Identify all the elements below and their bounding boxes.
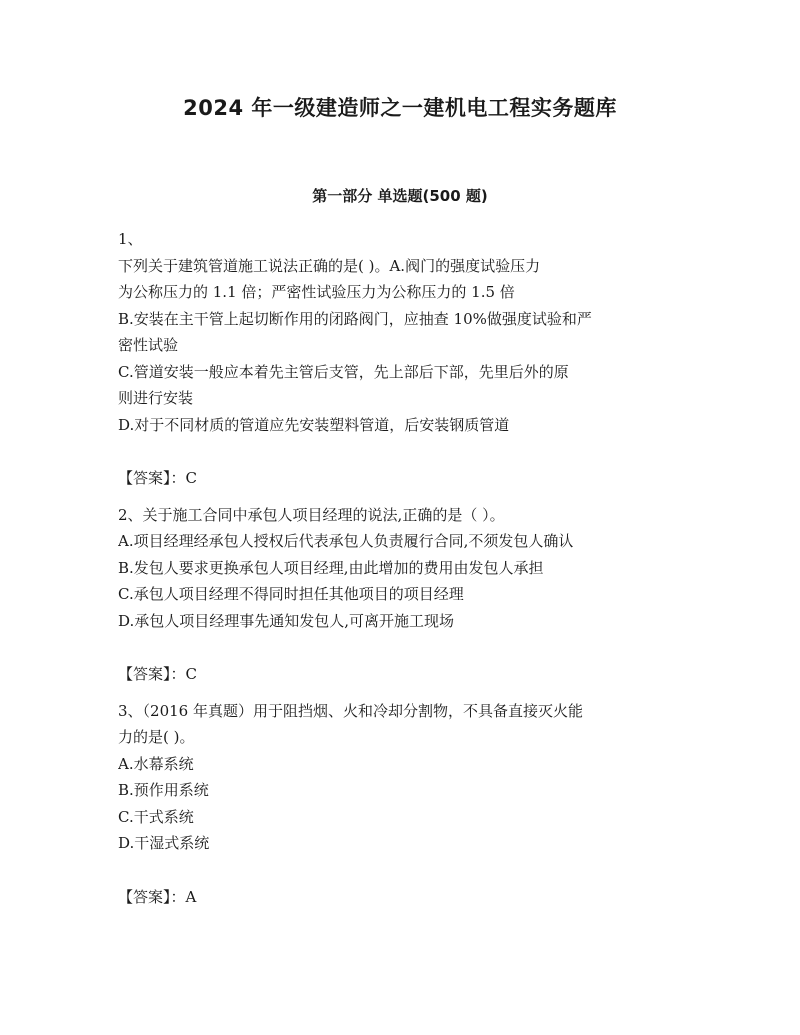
answer-label: 【答案】： bbox=[118, 469, 186, 487]
option-b: B.安装在主干管上起切断作用的闭路阀门，应抽查 10%做强度试验和严 bbox=[118, 309, 592, 328]
option-b: B.预作用系统 bbox=[118, 781, 209, 799]
question-2 bbox=[118, 502, 693, 698]
answer-value: C bbox=[185, 469, 197, 487]
question-stem: 2、关于施工合同中承包人项目经理的说法,正确的是（ ）。 bbox=[118, 505, 505, 524]
option-a: A.水幕系统 bbox=[118, 754, 194, 773]
option-d: D.干湿式系统 bbox=[118, 834, 210, 852]
question-list bbox=[118, 226, 693, 910]
option-c: C.管道安装一般应本着先主管后支管，先上部后下部，先里后外的原 bbox=[118, 362, 569, 381]
option-b-cont: 密性试验 bbox=[118, 336, 179, 354]
answer-line bbox=[118, 661, 693, 688]
question-number: 1、 bbox=[118, 230, 143, 248]
option-c-cont: 则进行安装 bbox=[118, 389, 194, 407]
answer-value: C bbox=[185, 665, 197, 683]
option-d: D.对于不同材质的管道应先安装塑料管道，后安装钢质管道 bbox=[118, 415, 510, 434]
option-c: C.承包人项目经理不得同时担任其他项目的项目经理 bbox=[118, 585, 464, 603]
question-3 bbox=[118, 698, 693, 911]
option-d: D.承包人项目经理事先通知发包人,可离开施工现场 bbox=[118, 611, 455, 630]
question-1 bbox=[118, 226, 693, 502]
question-stem-cont: 为公称压力的 1.1 倍；严密性试验压力为公称压力的 1.5 倍 bbox=[118, 283, 515, 301]
answer-label: 【答案】： bbox=[118, 887, 186, 906]
option-a: A.项目经理经承包人授权后代表承包人负责履行合同,不须发包人确认 bbox=[118, 532, 574, 550]
answer-line bbox=[118, 884, 693, 911]
document-title: 2024 年一级建造师之一建机电工程实务题库 bbox=[183, 96, 617, 120]
question-stem: 下列关于建筑管道施工说法正确的是( )。A.阀门的强度试验压力 bbox=[118, 256, 541, 275]
option-c: C.干式系统 bbox=[118, 807, 194, 826]
question-stem-cont: 力的是( )。 bbox=[118, 728, 195, 746]
answer-value: A bbox=[185, 887, 197, 906]
answer-label: 【答案】： bbox=[118, 665, 186, 683]
question-stem: 3、（2016 年真题）用于阻挡烟、火和冷却分割物，不具备直接灭火能 bbox=[118, 701, 583, 720]
option-b: B.发包人要求更换承包人项目经理,由此增加的费用由发包人承担 bbox=[118, 558, 544, 577]
answer-line bbox=[118, 465, 693, 492]
section-title: 第一部分 单选题(500 题) bbox=[312, 187, 488, 205]
